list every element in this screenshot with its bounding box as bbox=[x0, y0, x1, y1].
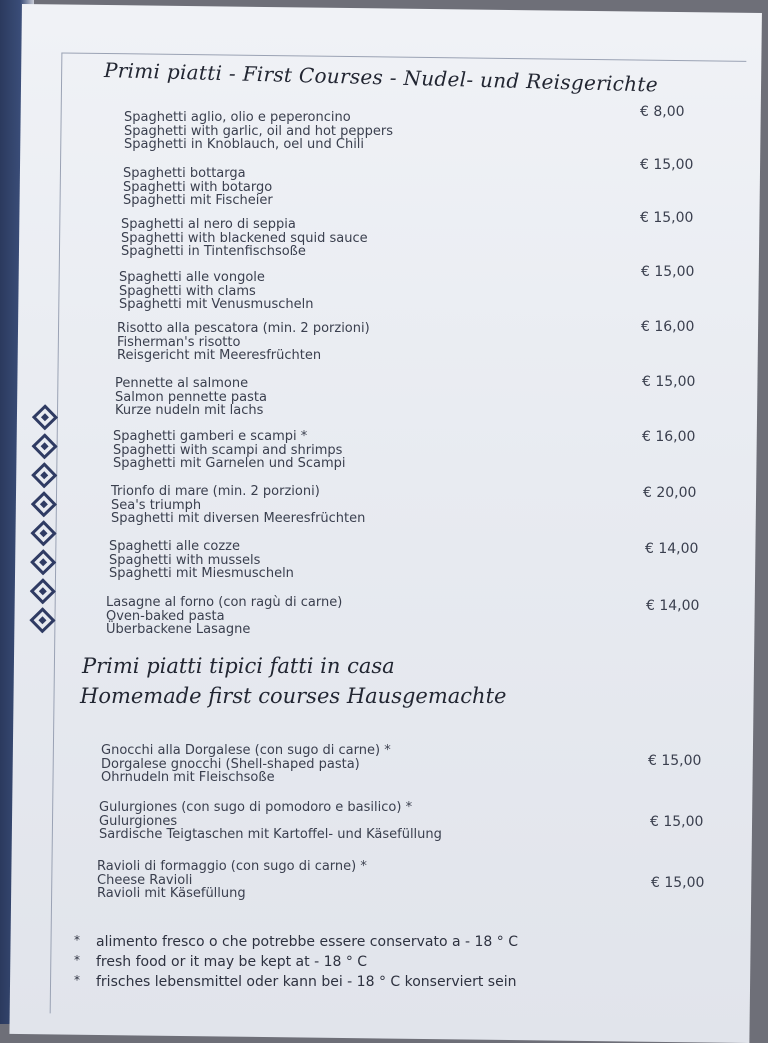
item-name-english: Oven-baked pasta bbox=[106, 608, 225, 624]
diamond-ornament-icon bbox=[31, 462, 57, 488]
decorative-pattern bbox=[26, 404, 61, 640]
item-name-italian: Ravioli di formaggio (con sugo di carne) * bbox=[97, 859, 367, 874]
section-subtitle-homemade: Homemade first courses Hausgemachte bbox=[80, 684, 507, 708]
item-price: € 16,00 bbox=[642, 429, 696, 445]
item-name-english: Spaghetti with scampi and shrimps bbox=[113, 442, 343, 458]
item-name-italian: Gnocchi alla Dorgalese (con sugo di carne) * bbox=[101, 743, 391, 758]
menu-item bbox=[106, 596, 342, 637]
item-name-english: Spaghetti with botargo bbox=[123, 179, 273, 195]
item-name-english: Spaghetti with garlic, oil and hot peppers bbox=[124, 123, 394, 139]
item-name-english: Salmon pennette pasta bbox=[115, 389, 267, 405]
item-name-italian: Lasagne al forno (con ragù di carne) bbox=[106, 595, 343, 610]
item-price: € 14,00 bbox=[646, 598, 700, 614]
item-name-english: Spaghetti with mussels bbox=[109, 552, 261, 568]
item-name-german: Ravioli mit Käsefüllung bbox=[97, 886, 246, 902]
item-price: € 15,00 bbox=[640, 157, 694, 173]
menu-item bbox=[123, 167, 273, 208]
item-name-italian: Spaghetti gamberi e scampi * bbox=[113, 429, 308, 444]
item-name-italian: Trionfo di mare (min. 2 porzioni) bbox=[111, 484, 320, 499]
item-name-italian: Gulurgiones (con sugo di pomodoro e basilico) * bbox=[99, 800, 413, 815]
menu-item bbox=[109, 540, 294, 581]
item-name-german: Ohrnudeln mit Fleischsoße bbox=[101, 770, 275, 786]
item-price: € 15,00 bbox=[648, 753, 702, 769]
menu-item bbox=[124, 111, 393, 152]
diamond-ornament-icon bbox=[32, 404, 58, 430]
menu-item bbox=[97, 860, 367, 901]
item-name-italian: Spaghetti al nero di seppia bbox=[121, 217, 296, 232]
item-name-german: Spaghetti mit Venusmuscheln bbox=[119, 297, 314, 313]
item-price: € 16,00 bbox=[641, 319, 695, 335]
item-name-english: Dorgalese gnocchi (Shell-shaped pasta) bbox=[101, 756, 360, 772]
diamond-ornament-icon bbox=[30, 520, 56, 546]
item-name-english: Gulurgiones bbox=[99, 813, 178, 829]
menu-item bbox=[121, 218, 368, 259]
item-name-german: Spaghetti mit diversen Meeresfrüchten bbox=[111, 511, 366, 527]
item-price: € 15,00 bbox=[640, 210, 694, 226]
item-name-german: Spaghetti in Knoblauch, oel und Chili bbox=[124, 137, 365, 153]
item-price: € 8,00 bbox=[640, 104, 685, 120]
diamond-ornament-icon bbox=[30, 549, 56, 575]
footnote bbox=[74, 972, 518, 992]
menu-item bbox=[111, 485, 365, 526]
menu-item bbox=[101, 744, 391, 785]
item-price: € 15,00 bbox=[642, 374, 696, 390]
item-name-german: Spaghetti mit Miesmuscheln bbox=[109, 566, 294, 582]
diamond-ornament-icon bbox=[29, 607, 55, 633]
item-name-english: Spaghetti with blackened squid sauce bbox=[121, 230, 368, 246]
menu-item bbox=[113, 430, 346, 471]
item-name-german: Sardische Teigtaschen mit Kartoffel- und Käsefüllung bbox=[99, 827, 442, 843]
menu-item bbox=[119, 271, 313, 312]
item-name-italian: Spaghetti aglio, olio e peperoncino bbox=[124, 110, 351, 125]
footnote-text: frisches lebensmittel oder kann bei - 18 ° C konserviert sein bbox=[96, 974, 517, 990]
item-name-english: Fisherman's risotto bbox=[117, 334, 241, 350]
item-name-german: Spaghetti mit Garnelen und Scampi bbox=[113, 456, 346, 472]
item-name-german: Reisgericht mit Meeresfrüchten bbox=[117, 348, 322, 364]
diamond-ornament-icon bbox=[31, 433, 57, 459]
footnote bbox=[74, 952, 518, 972]
item-name-german: Überbackene Lasagne bbox=[106, 622, 251, 638]
footnote-text: fresh food or it may be kept at - 18 ° C bbox=[96, 954, 368, 970]
diamond-ornament-icon bbox=[31, 491, 57, 517]
item-price: € 15,00 bbox=[650, 814, 704, 830]
footnotes bbox=[74, 932, 518, 992]
section-title-first-courses: Primi piatti - First Courses - Nudel- und Reisgerichte bbox=[103, 58, 659, 97]
item-name-german: Spaghetti mit Fischeier bbox=[123, 193, 273, 209]
item-name-italian: Spaghetti alle cozze bbox=[109, 539, 240, 554]
item-price: € 15,00 bbox=[641, 264, 695, 280]
footnote-bullet: * bbox=[74, 953, 80, 967]
item-name-german: Spaghetti in Tintenfischsoße bbox=[121, 244, 306, 260]
footnote-text: alimento fresco o che potrebbe essere conservato a - 18 ° C bbox=[96, 934, 518, 950]
item-name-english: Sea's triumph bbox=[111, 497, 202, 513]
footnote-bullet: * bbox=[74, 933, 80, 947]
item-name-german: Kurze nudeln mit lachs bbox=[115, 403, 264, 419]
item-name-italian: Spaghetti alle vongole bbox=[119, 270, 265, 285]
item-name-english: Cheese Ravioli bbox=[97, 872, 193, 888]
menu-item bbox=[117, 322, 370, 363]
menu-item bbox=[115, 377, 267, 418]
item-name-italian: Risotto alla pescatora (min. 2 porzioni) bbox=[117, 321, 370, 336]
item-name-italian: Spaghetti bottarga bbox=[123, 166, 246, 181]
item-name-italian: Pennette al salmone bbox=[115, 376, 249, 391]
item-price: € 15,00 bbox=[651, 875, 705, 891]
diamond-ornament-icon bbox=[30, 578, 56, 604]
item-price: € 14,00 bbox=[645, 541, 699, 557]
footnote-bullet: * bbox=[74, 973, 80, 987]
section-title-homemade: Primi piatti tipici fatti in casa bbox=[82, 654, 395, 678]
item-price: € 20,00 bbox=[643, 485, 697, 501]
item-name-english: Spaghetti with clams bbox=[119, 283, 256, 299]
menu-item bbox=[99, 801, 442, 842]
footnote bbox=[74, 932, 518, 952]
